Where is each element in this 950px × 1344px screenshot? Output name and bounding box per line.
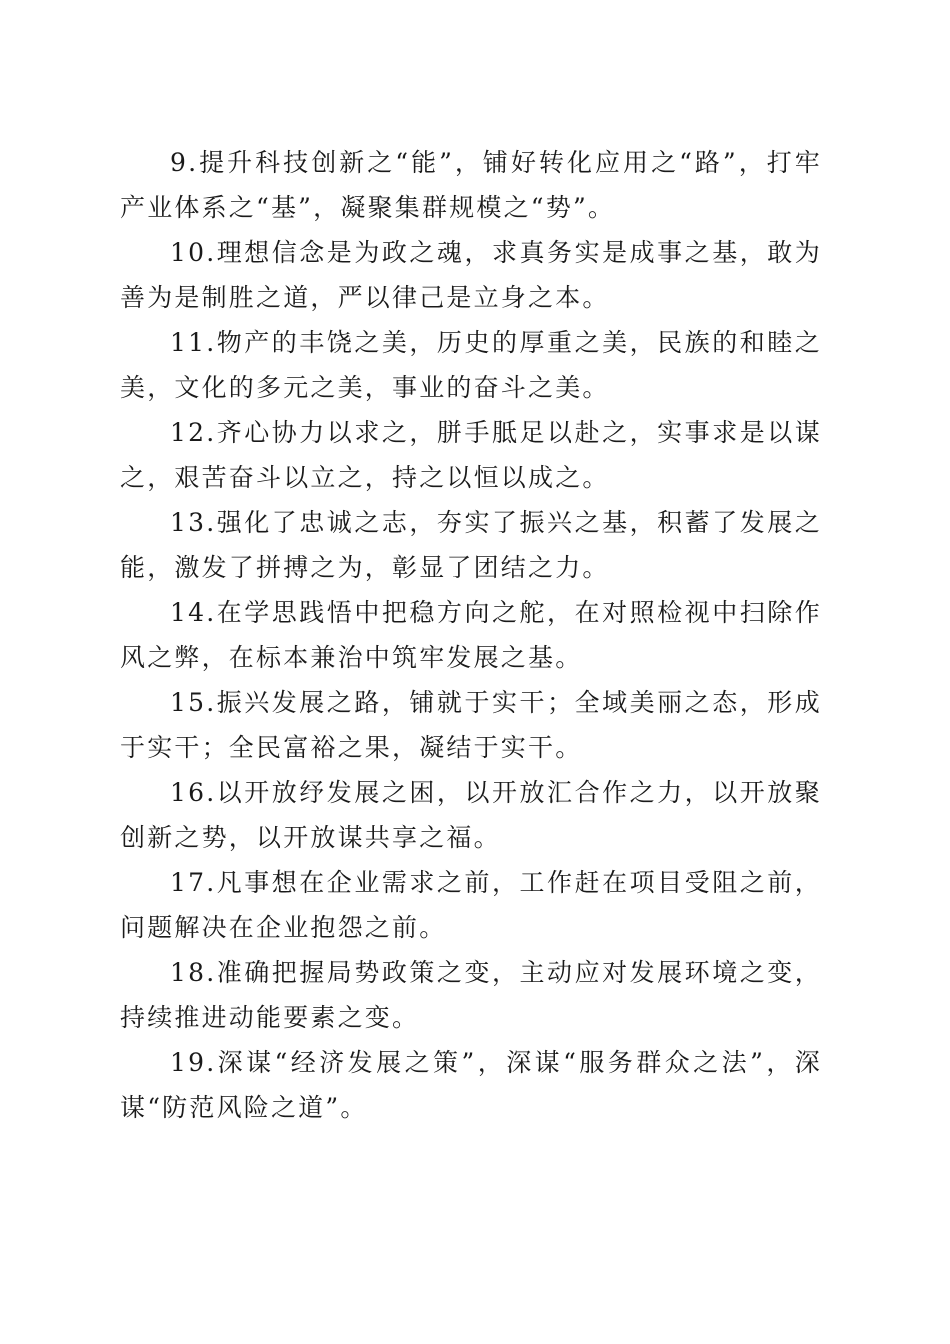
- list-item: [120, 860, 822, 950]
- item-text: 齐心协力以求之，胼手胝足以赴之，实事求是以谋之，艰苦奋斗以立之，持之以恒以成之。: [120, 418, 822, 492]
- list-item: [120, 140, 822, 230]
- document-body: [120, 140, 822, 1130]
- item-text: 深谋“经济发展之策”，深谋“服务群众之法”，深谋“防范风险之道”。: [120, 1048, 822, 1122]
- item-text: 振兴发展之路，铺就于实干；全域美丽之态，形成于实干；全民富裕之果，凝结于实干。: [120, 688, 822, 762]
- item-number: 15.: [170, 688, 217, 717]
- list-item: [120, 410, 822, 500]
- item-number: 18.: [170, 958, 217, 987]
- list-item: [120, 500, 822, 590]
- item-text: 提升科技创新之“能”，铺好转化应用之“路”，打牢产业体系之“基”，凝聚集群规模之“势”。: [120, 148, 822, 222]
- item-text: 在学思践悟中把稳方向之舵，在对照检视中扫除作风之弊，在标本兼治中筑牢发展之基。: [120, 598, 822, 672]
- item-text: 理想信念是为政之魂，求真务实是成事之基，敢为善为是制胜之道，严以律己是立身之本。: [120, 238, 822, 312]
- item-text: 物产的丰饶之美，历史的厚重之美，民族的和睦之美，文化的多元之美，事业的奋斗之美。: [120, 328, 822, 402]
- item-text: 凡事想在企业需求之前，工作赶在项目受阻之前，问题解决在企业抱怨之前。: [120, 868, 822, 942]
- list-item: [120, 230, 822, 320]
- item-number: 19.: [170, 1048, 217, 1077]
- item-number: 11.: [170, 328, 217, 357]
- list-item: [120, 590, 822, 680]
- item-text: 强化了忠诚之志，夯实了振兴之基，积蓄了发展之能，激发了拼搏之为，彰显了团结之力。: [120, 508, 822, 582]
- item-number: 14.: [170, 598, 217, 627]
- list-item: [120, 680, 822, 770]
- item-number: 17.: [170, 868, 217, 897]
- item-number: 13.: [170, 508, 217, 537]
- list-item: [120, 320, 822, 410]
- item-number: 9.: [170, 148, 199, 177]
- item-number: 16.: [170, 778, 217, 807]
- list-item: [120, 770, 822, 860]
- item-text: 准确把握局势政策之变，主动应对发展环境之变，持续推进动能要素之变。: [120, 958, 822, 1032]
- item-text: 以开放纾发展之困，以开放汇合作之力，以开放聚创新之势，以开放谋共享之福。: [120, 778, 822, 852]
- item-number: 12.: [170, 418, 217, 447]
- list-item: [120, 1040, 822, 1130]
- item-number: 10.: [170, 238, 217, 267]
- list-item: [120, 950, 822, 1040]
